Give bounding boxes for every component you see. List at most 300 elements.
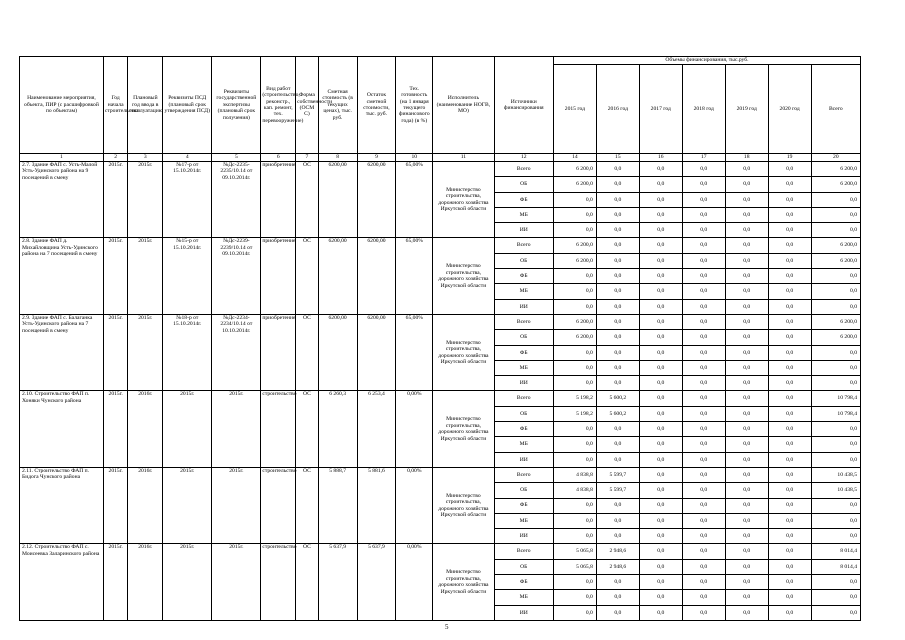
expertise-details: №Дс-2235-2235/10.14 от 09.10.2014г. [212, 162, 261, 238]
funding-year-value: 0,0 [682, 192, 725, 207]
column-number: 3 [128, 154, 163, 162]
funding-total-value: 10 438,5 [811, 467, 860, 482]
funding-year-value: 0,0 [596, 360, 639, 375]
funding-year-value: 0,0 [725, 299, 768, 314]
funding-year-value: 5 198,2 [553, 391, 596, 406]
funding-year-value: 0,0 [768, 223, 811, 238]
header-funding-group: Объемы финансирования, тыс.руб. [553, 57, 860, 65]
column-number: 8 [318, 154, 357, 162]
funding-year-value: 0,0 [768, 498, 811, 513]
header-psd: Реквизиты ПСД (плановый срок утверждения ПСД) [163, 57, 212, 154]
column-number: 15 [596, 154, 639, 162]
funding-source: МБ [494, 590, 553, 605]
funding-year-value: 0,0 [725, 345, 768, 360]
funding-year-value: 6 200,0 [553, 177, 596, 192]
funding-year-value: 0,0 [725, 207, 768, 222]
funding-year-value: 0,0 [553, 452, 596, 467]
work-type: строительство [261, 391, 296, 467]
funding-source: ФБ [494, 498, 553, 513]
header-ownership: Форма собственности (ОСМ С) [296, 57, 319, 154]
funding-year-value: 0,0 [768, 590, 811, 605]
year-planned: 2016г. [128, 544, 163, 620]
funding-year-value: 0,0 [682, 559, 725, 574]
funding-source: ФБ [494, 269, 553, 284]
funding-year-value: 0,0 [553, 192, 596, 207]
table-row [20, 314, 861, 329]
funding-year-value: 0,0 [682, 223, 725, 238]
funding-year-value: 0,0 [768, 605, 811, 620]
funding-year-value: 0,0 [682, 513, 725, 528]
funding-year-value: 5 198,2 [553, 406, 596, 421]
funding-year-value: 0,0 [682, 177, 725, 192]
funding-source: МБ [494, 437, 553, 452]
funding-year-value: 0,0 [596, 269, 639, 284]
expertise-details: 2015г. [212, 544, 261, 620]
estimated-cost: 6200,00 [318, 238, 357, 314]
column-number: 19 [768, 154, 811, 162]
column-number: 1 [20, 154, 104, 162]
project-name: 2.8. Здание ФАП д. Михайловщина Усть-Удинского района на 7 посещений в смену [20, 238, 104, 314]
header-executor: Исполнитель (наименование НОГВ, МО) [433, 57, 494, 154]
column-numbers-row [20, 154, 861, 162]
funding-year-value: 0,0 [725, 223, 768, 238]
funding-year-value: 0,0 [639, 590, 682, 605]
funding-year-value: 0,0 [639, 498, 682, 513]
funding-source: ИИ [494, 376, 553, 391]
funding-year-value: 0,0 [768, 192, 811, 207]
funding-source: Всего [494, 238, 553, 253]
funding-year-value: 0,0 [768, 269, 811, 284]
funding-year-value: 0,0 [639, 483, 682, 498]
funding-year-value: 0,0 [725, 559, 768, 574]
funding-year-value: 0,0 [639, 376, 682, 391]
funding-year-value: 2 948,6 [596, 559, 639, 574]
funding-year-value: 6 200,0 [553, 253, 596, 268]
column-number: 9 [357, 154, 396, 162]
executor: Министерство строительства, дорожного хозяйства Иркутской области [433, 162, 494, 238]
funding-source: ИИ [494, 529, 553, 544]
funding-total-value: 0,0 [811, 376, 860, 391]
funding-year-value: 0,0 [768, 177, 811, 192]
estimated-cost: 6200,00 [318, 314, 357, 390]
funding-year-value: 0,0 [639, 422, 682, 437]
ownership-form: ОС [296, 162, 319, 238]
funding-total-value: 0,0 [811, 223, 860, 238]
work-type: строительство [261, 467, 296, 543]
funding-year-value: 0,0 [639, 299, 682, 314]
year-start: 2015г. [103, 544, 128, 620]
funding-year-value: 0,0 [682, 498, 725, 513]
funding-year-value: 0,0 [725, 192, 768, 207]
funding-year-value: 5 065,8 [553, 559, 596, 574]
column-number: 4 [163, 154, 212, 162]
funding-year-value: 0,0 [596, 314, 639, 329]
funding-year-value: 0,0 [768, 575, 811, 590]
funding-source: ОБ [494, 177, 553, 192]
remaining-cost: 6200,00 [357, 162, 396, 238]
funding-year-value: 0,0 [639, 513, 682, 528]
funding-year-value: 0,0 [768, 513, 811, 528]
funding-year-value: 0,0 [596, 284, 639, 299]
year-planned: 2016г. [128, 467, 163, 543]
work-type: приобретение [261, 162, 296, 238]
funding-year-value: 0,0 [768, 207, 811, 222]
funding-year-value: 0,0 [639, 406, 682, 421]
funding-year-value: 0,0 [682, 376, 725, 391]
funding-total-value: 8 014,4 [811, 559, 860, 574]
column-number: 7 [296, 154, 319, 162]
funding-year-value: 0,0 [682, 314, 725, 329]
ownership-form: ОС [296, 391, 319, 467]
funding-source: ИИ [494, 223, 553, 238]
funding-year-value: 0,0 [553, 575, 596, 590]
funding-total-value: 0,0 [811, 529, 860, 544]
year-planned: 2016г. [128, 391, 163, 467]
ownership-form: ОС [296, 467, 319, 543]
funding-source: ОБ [494, 253, 553, 268]
funding-year-value: 0,0 [639, 360, 682, 375]
header-remaining: Остаток сметной стоимости, тыс. руб. [357, 57, 396, 154]
funding-year-value: 0,0 [596, 452, 639, 467]
funding-year-value: 0,0 [725, 376, 768, 391]
project-name: 2.7. Здание ФАП с. Усть-Малой Усть-Удинского района на 9 посещений в смену [20, 162, 104, 238]
remaining-cost: 6200,00 [357, 314, 396, 390]
column-number: 18 [725, 154, 768, 162]
funding-year-value: 0,0 [596, 529, 639, 544]
funding-total-value: 0,0 [811, 269, 860, 284]
funding-total-value: 0,0 [811, 360, 860, 375]
expertise-details: №Дс-2239-2239/10.14 от 09.10.2014г. [212, 238, 261, 314]
column-number: 11 [433, 154, 494, 162]
funding-year-value: 0,0 [682, 605, 725, 620]
funding-year-value: 0,0 [682, 162, 725, 177]
funding-year-value: 6 200,0 [553, 314, 596, 329]
funding-year-value: 0,0 [725, 483, 768, 498]
header-year-2018: 2018 год [682, 65, 725, 154]
header-total: Всего [811, 65, 860, 154]
funding-total-value: 8 014,4 [811, 544, 860, 559]
funding-total-value: 6 200,0 [811, 330, 860, 345]
remaining-cost: 5 881,6 [357, 467, 396, 543]
funding-year-value: 0,0 [639, 269, 682, 284]
page-number: 5 [445, 623, 449, 631]
executor: Министерство строительства, дорожного хозяйства Иркутской области [433, 238, 494, 314]
funding-year-value: 0,0 [768, 314, 811, 329]
funding-year-value: 0,0 [768, 391, 811, 406]
table-row [20, 544, 861, 559]
funding-year-value: 2 948,6 [596, 544, 639, 559]
funding-year-value: 0,0 [725, 498, 768, 513]
column-number: 20 [811, 154, 860, 162]
funding-year-value: 0,0 [639, 207, 682, 222]
funding-year-value: 0,0 [682, 284, 725, 299]
funding-year-value: 0,0 [639, 253, 682, 268]
funding-total-value: 0,0 [811, 192, 860, 207]
column-number: 16 [639, 154, 682, 162]
funding-source: МБ [494, 513, 553, 528]
funding-year-value: 0,0 [553, 605, 596, 620]
funding-year-value: 0,0 [553, 223, 596, 238]
expertise-details: 2015г. [212, 391, 261, 467]
funding-year-value: 0,0 [682, 345, 725, 360]
funding-year-value: 0,0 [725, 422, 768, 437]
funding-year-value: 0,0 [596, 605, 639, 620]
funding-year-value: 0,0 [768, 483, 811, 498]
header-readiness: Тех. готовность (на 1 января текущего финансового года) (в %) [396, 57, 433, 154]
funding-year-value: 0,0 [768, 360, 811, 375]
funding-year-value: 0,0 [682, 299, 725, 314]
funding-year-value: 0,0 [682, 253, 725, 268]
financing-table [19, 56, 861, 621]
funding-year-value: 0,0 [682, 330, 725, 345]
funding-source: ФБ [494, 345, 553, 360]
funding-source: ОБ [494, 330, 553, 345]
funding-year-value: 0,0 [725, 253, 768, 268]
funding-year-value: 0,0 [596, 575, 639, 590]
funding-year-value: 4 838,8 [553, 467, 596, 482]
funding-source: Всего [494, 314, 553, 329]
header-year-start: Год начала строительства [103, 57, 128, 154]
technical-readiness: 65,00% [396, 314, 433, 390]
header-cost: Сметная стоимость (в текущих ценах), тыс. руб. [318, 57, 357, 154]
header-name: Наименование мероприятия, объекта, ПИР (с расшифровкой по объектам) [20, 57, 104, 154]
funding-year-value: 0,0 [596, 299, 639, 314]
project-name: 2.11. Строительство ФАП п. Бидога Чунского района [20, 467, 104, 543]
ownership-form: ОС [296, 238, 319, 314]
funding-year-value: 0,0 [639, 467, 682, 482]
funding-source: ИИ [494, 605, 553, 620]
funding-year-value: 0,0 [725, 452, 768, 467]
funding-total-value: 0,0 [811, 422, 860, 437]
funding-year-value: 0,0 [682, 452, 725, 467]
funding-year-value: 0,0 [682, 360, 725, 375]
funding-year-value: 0,0 [725, 238, 768, 253]
funding-year-value: 0,0 [725, 177, 768, 192]
funding-year-value: 0,0 [639, 452, 682, 467]
funding-source: Всего [494, 544, 553, 559]
funding-year-value: 0,0 [553, 513, 596, 528]
executor: Министерство строительства, дорожного хозяйства Иркутской области [433, 544, 494, 620]
ownership-form: ОС [296, 544, 319, 620]
funding-year-value: 0,0 [682, 238, 725, 253]
funding-year-value: 5 600,2 [596, 391, 639, 406]
header-year-2015: 2015 год [553, 65, 596, 154]
funding-year-value: 6 200,0 [553, 162, 596, 177]
funding-year-value: 0,0 [725, 406, 768, 421]
funding-year-value: 0,0 [553, 437, 596, 452]
funding-year-value: 0,0 [639, 238, 682, 253]
funding-year-value: 0,0 [768, 559, 811, 574]
technical-readiness: 0,00% [396, 544, 433, 620]
funding-year-value: 0,0 [596, 376, 639, 391]
funding-year-value: 0,0 [725, 360, 768, 375]
expertise-details: 2015г. [212, 467, 261, 543]
header-year-2020: 2020 год [768, 65, 811, 154]
funding-year-value: 0,0 [596, 207, 639, 222]
funding-total-value: 10 798,4 [811, 391, 860, 406]
funding-year-value: 0,0 [682, 406, 725, 421]
funding-year-value: 0,0 [596, 223, 639, 238]
header-sources: Источники финансирования [494, 57, 553, 154]
funding-source: ОБ [494, 483, 553, 498]
funding-year-value: 4 838,8 [553, 483, 596, 498]
funding-total-value: 0,0 [811, 452, 860, 467]
funding-total-value: 10 798,4 [811, 406, 860, 421]
header-year-2017: 2017 год [639, 65, 682, 154]
funding-year-value: 0,0 [725, 391, 768, 406]
estimated-cost: 5 637,9 [318, 544, 357, 620]
technical-readiness: 0,00% [396, 391, 433, 467]
funding-year-value: 0,0 [596, 177, 639, 192]
funding-year-value: 0,0 [725, 544, 768, 559]
table-row [20, 391, 861, 406]
funding-year-value: 0,0 [768, 452, 811, 467]
funding-year-value: 0,0 [553, 299, 596, 314]
psd-details: №15-р от 15.10.2014г. [163, 238, 212, 314]
project-name: 2.12. Строительство ФАП с. Моисеевка Заларинского района [20, 544, 104, 620]
funding-year-value: 0,0 [596, 345, 639, 360]
funding-year-value: 0,0 [596, 590, 639, 605]
funding-year-value: 0,0 [725, 529, 768, 544]
funding-source: ФБ [494, 575, 553, 590]
funding-year-value: 5 600,2 [596, 406, 639, 421]
funding-year-value: 5 599,7 [596, 467, 639, 482]
work-type: приобретение [261, 238, 296, 314]
funding-year-value: 0,0 [725, 590, 768, 605]
funding-year-value: 0,0 [639, 437, 682, 452]
project-name: 2.10. Строительство ФАП п. Хоняки Чунского района [20, 391, 104, 467]
funding-year-value: 0,0 [639, 345, 682, 360]
year-start: 2015г. [103, 391, 128, 467]
funding-year-value: 0,0 [682, 575, 725, 590]
funding-year-value: 0,0 [639, 391, 682, 406]
column-number: 14 [553, 154, 596, 162]
funding-year-value: 0,0 [725, 467, 768, 482]
funding-year-value: 0,0 [596, 437, 639, 452]
funding-source: ОБ [494, 406, 553, 421]
funding-year-value: 0,0 [725, 330, 768, 345]
funding-total-value: 6 200,0 [811, 314, 860, 329]
estimated-cost: 6 260,3 [318, 391, 357, 467]
psd-details: №18-р от 15.10.2014г. [163, 314, 212, 390]
funding-year-value: 0,0 [682, 544, 725, 559]
column-number: 6 [261, 154, 296, 162]
funding-year-value: 0,0 [639, 314, 682, 329]
year-start: 2015г. [103, 238, 128, 314]
psd-details: 2015г. [163, 544, 212, 620]
psd-details: 2015г. [163, 391, 212, 467]
funding-source: Всего [494, 391, 553, 406]
funding-total-value: 6 200,0 [811, 177, 860, 192]
funding-total-value: 0,0 [811, 345, 860, 360]
funding-total-value: 0,0 [811, 498, 860, 513]
funding-year-value: 0,0 [768, 406, 811, 421]
funding-year-value: 0,0 [596, 192, 639, 207]
funding-year-value: 0,0 [682, 422, 725, 437]
funding-year-value: 0,0 [553, 590, 596, 605]
funding-year-value: 0,0 [682, 207, 725, 222]
funding-year-value: 0,0 [639, 330, 682, 345]
year-planned: 2015г. [128, 314, 163, 390]
funding-year-value: 0,0 [768, 376, 811, 391]
executor: Министерство строительства, дорожного хозяйства Иркутской области [433, 391, 494, 467]
funding-year-value: 0,0 [725, 269, 768, 284]
funding-year-value: 0,0 [596, 422, 639, 437]
funding-year-value: 0,0 [725, 605, 768, 620]
funding-year-value: 0,0 [553, 345, 596, 360]
project-name: 2.9. Здание ФАП с. Балаганка Усть-Удинского района на 7 посещений в смену [20, 314, 104, 390]
remaining-cost: 6 253,4 [357, 391, 396, 467]
funding-source: ФБ [494, 422, 553, 437]
funding-year-value: 0,0 [639, 605, 682, 620]
funding-year-value: 0,0 [768, 437, 811, 452]
funding-year-value: 0,0 [639, 192, 682, 207]
header-expertise: Реквизиты государственной экспертизы (плановый срок получения) [212, 57, 261, 154]
remaining-cost: 5 637,9 [357, 544, 396, 620]
funding-total-value: 6 200,0 [811, 253, 860, 268]
header-year-planned: Плановый год ввода в эксплуатацию [128, 57, 163, 154]
work-type: приобретение [261, 314, 296, 390]
funding-total-value: 0,0 [811, 299, 860, 314]
table-row [20, 238, 861, 253]
funding-year-value: 0,0 [553, 269, 596, 284]
funding-year-value: 0,0 [553, 529, 596, 544]
funding-total-value: 0,0 [811, 605, 860, 620]
year-start: 2015г. [103, 162, 128, 238]
technical-readiness: 65,00% [396, 238, 433, 314]
executor: Министерство строительства, дорожного хозяйства Иркутской области [433, 314, 494, 390]
technical-readiness: 65,00% [396, 162, 433, 238]
funding-year-value: 0,0 [639, 162, 682, 177]
funding-year-value: 0,0 [682, 467, 725, 482]
funding-source: МБ [494, 207, 553, 222]
funding-year-value: 0,0 [639, 529, 682, 544]
funding-year-value: 0,0 [725, 162, 768, 177]
funding-year-value: 0,0 [725, 284, 768, 299]
funding-year-value: 0,0 [682, 269, 725, 284]
year-planned: 2015г. [128, 238, 163, 314]
funding-source: ОБ [494, 559, 553, 574]
column-number: 5 [212, 154, 261, 162]
funding-total-value: 6 200,0 [811, 238, 860, 253]
funding-year-value: 0,0 [639, 559, 682, 574]
funding-year-value: 0,0 [596, 498, 639, 513]
funding-total-value: 6 200,0 [811, 162, 860, 177]
funding-year-value: 0,0 [639, 223, 682, 238]
funding-source: ФБ [494, 192, 553, 207]
funding-year-value: 0,0 [682, 391, 725, 406]
funding-year-value: 0,0 [596, 253, 639, 268]
year-planned: 2015г. [128, 162, 163, 238]
funding-year-value: 0,0 [682, 590, 725, 605]
funding-source: МБ [494, 360, 553, 375]
column-number: 17 [682, 154, 725, 162]
estimated-cost: 6200,00 [318, 162, 357, 238]
column-number: 10 [396, 154, 433, 162]
year-start: 2015г. [103, 467, 128, 543]
funding-year-value: 0,0 [553, 422, 596, 437]
technical-readiness: 0,00% [396, 467, 433, 543]
header-work-type: Вид работ (строительство, реконстр., кап. ремонт, тех. перевооружение) [261, 57, 296, 154]
funding-year-value: 0,0 [596, 330, 639, 345]
funding-source: ИИ [494, 299, 553, 314]
remaining-cost: 6200,00 [357, 238, 396, 314]
funding-source: МБ [494, 284, 553, 299]
funding-year-value: 0,0 [596, 162, 639, 177]
funding-source: Всего [494, 467, 553, 482]
funding-year-value: 5 599,7 [596, 483, 639, 498]
funding-year-value: 0,0 [768, 529, 811, 544]
